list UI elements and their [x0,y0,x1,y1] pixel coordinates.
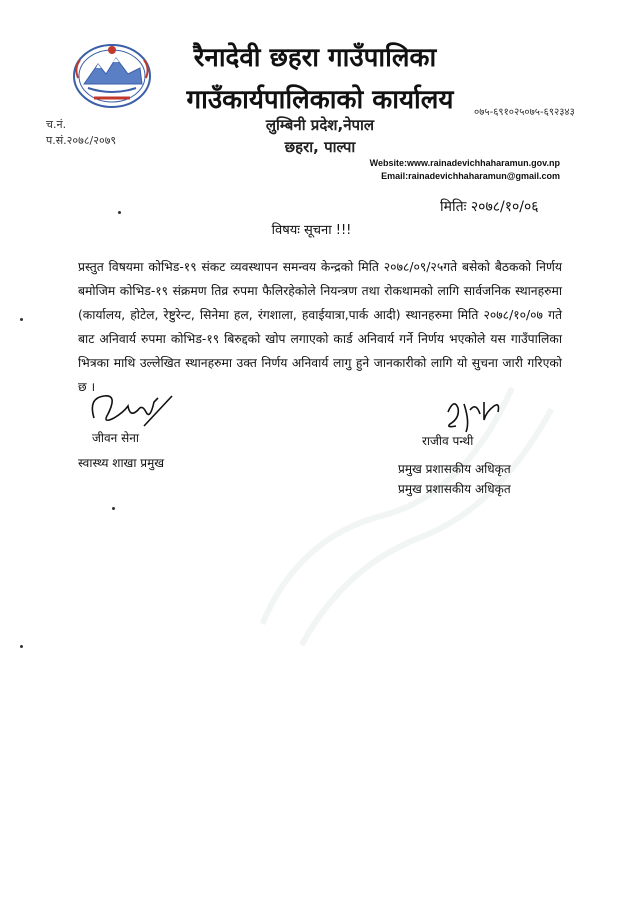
right-signatory-name: राजीव पन्थी [422,434,474,448]
notice-body: प्रस्तुत विषयमा कोभिड-१९ संकट व्यवस्थापन समन्वय केन्द्रको मिति २०७८/०९/२५गते बसेको बैठकको निर्णय बमोजिम कोभिड-१९ संक्रमण तिव्र रुपमा फैलिरहेकोले नियन्त्रण तथा रोकथामको लागि सार्वजनिक स्थानहरुमा (कार्यालय, होटेल, रेष्टुरेन्ट, सिनेमा हल, रंगशाला, हवाईयात्रा,पार्क आदी) स्थानहरुमा मिति २०७८/१०/०७ गते बाट अनिवार्य रुपमा कोभिड-१९ बिरुद्दको खोप लगाएको कार्ड अनिवार्य गर्ने निर्णय भएकोले यस गाउँपालिका भित्रका माथि उल्लेखित स्थानहरुमा उक्त निर्णय अनिवार्य लागु हुने जानकारीको लागि यो सुचना जारी गरिएको छ । [78,260,562,394]
left-signature-icon [84,388,174,432]
website-link[interactable]: Website:www.rainadevichhaharamun.gov.np [369,158,560,168]
scan-speck [118,211,121,214]
watermark-seal [180,360,600,660]
notice-date: मितिः २०७८/१०/०६ [440,199,539,215]
cha-na-label: च.नं. [46,118,67,131]
phone-number: ०७५-६९१०२५०७५-६९२३४३ [474,107,575,118]
right-signatory-title: प्रमुख प्रशासकीय अधिकृत [398,462,511,476]
nepal-emblem-icon [70,38,154,110]
scan-speck [20,318,23,321]
office-name: गाउँकार्यपालिकाको कार्यालय [186,85,454,115]
district-address: छहरा, पाल्पा [284,138,356,156]
email-link[interactable]: Email:rainadevichhaharamun@gmail.com [381,171,560,181]
scan-speck [20,645,23,648]
scan-speck [112,507,115,510]
notice-subject: विषयः सूचना !!! [271,223,352,238]
right-signature-icon [440,392,520,436]
province-address: लुम्बिनी प्रदेश,नेपाल [265,116,375,134]
left-signatory-title: स्वास्थ्य शाखा प्रमुख [78,456,165,470]
pa-sa-label: प.सं.२०७८/२०७९ [46,134,117,147]
right-signatory-title-stamp: प्रमुख प्रशासकीय अधिकृत [398,482,511,496]
left-signatory-name: जीवन सेना [92,431,140,445]
org-name: रैनादेवी छहरा गाउँपालिका [193,43,437,73]
